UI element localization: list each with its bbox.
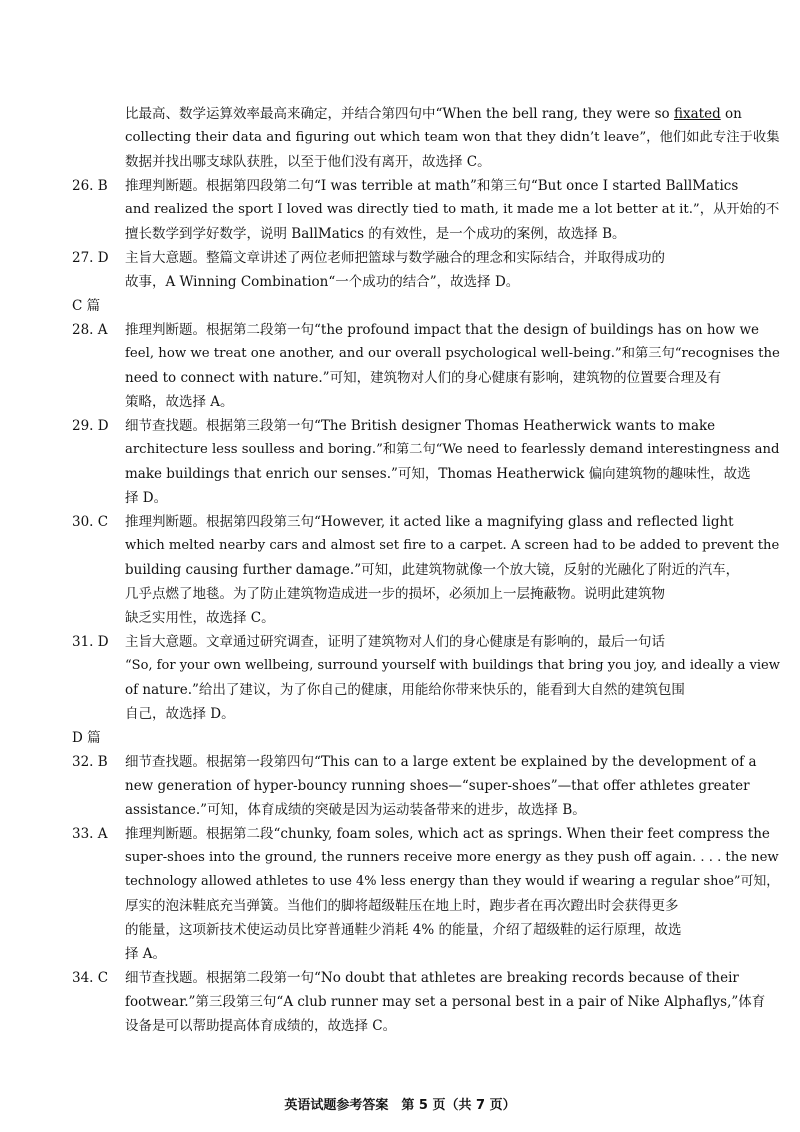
question-number: 28. A (72, 322, 108, 338)
explanation-line: 主旨大意题。整篇文章讲述了两位老师把篮球与数学融合的理念和实际结合，并取得成功的 (125, 250, 665, 266)
explanation-line: of nature.”给出了建议，为了你自己的健康，用能给你带来快乐的，能看到大自然的建筑包围 (125, 682, 685, 698)
explanation (125, 822, 780, 966)
question-number: 34. C (72, 970, 109, 986)
explanation-line: 主旨大意题。文章通过研究调查，证明了建筑物对人们的身心健康是有影响的，最后一句话 (125, 634, 665, 650)
page-footer: 英语试题参考答案 第 5 页（共 7 页） (284, 1098, 516, 1113)
items-d-list (72, 750, 780, 1038)
continuation-line: 数据并找出哪支球队获胜，以至于他们没有离开，故选择 C。 (125, 154, 491, 170)
explanation-line: technology allowed athletes to use 4% less energy than they would if wearing a regular shoe”可知， (125, 874, 780, 889)
explanation-line: 细节查找题。根据第二段第一句“No doubt that athletes are breaking records because of their (125, 970, 739, 986)
explanation-line: architecture less soulless and boring.”和第二句“We need to fearlessly demand interestingness and (125, 442, 780, 457)
continuation-block (125, 102, 780, 174)
explanation-line: 择 D。 (125, 490, 168, 506)
explanation-line: footwear.”第三段第三句“A club runner may set a personal best in a pair of Nike Alphaflys,”体育 (125, 994, 766, 1010)
continuation-line: collecting their data and figuring out which team won that they didn’t leave”，他们如此专注于收集 (125, 130, 780, 145)
explanation (125, 246, 780, 294)
explanation-line: 择 A。 (125, 946, 167, 962)
explanation-line: super-shoes into the ground, the runners receive more energy as they push off again. . . . the new (125, 850, 779, 865)
question-number: 27. D (72, 250, 109, 266)
explanation-line: 擅长数学到学好数学，说明 BallMatics 的有效性，是一个成功的案例，故选择 B。 (125, 226, 626, 242)
answer-item (72, 630, 780, 726)
explanation-line: 故事，A Winning Combination“一个成功的结合”，故选择 D。 (125, 274, 520, 290)
explanation-line: building causing further damage.”可知，此建筑物就像一个放大镜，反射的光融化了附近的汽车， (125, 562, 740, 578)
explanation-line: 自己，故选择 D。 (125, 706, 235, 722)
answer-item (72, 318, 780, 414)
question-number: 33. A (72, 826, 108, 842)
question-number: 29. D (72, 418, 109, 434)
answer-item (72, 414, 780, 510)
explanation-line: 策略，故选择 A。 (125, 394, 234, 410)
explanation-line: 设备是可以帮助提高体育成绩的，故选择 C。 (125, 1018, 397, 1034)
explanation-line: 细节查找题。根据第三段第一句“The British designer Thomas Heatherwick wants to make (125, 418, 716, 434)
explanation (125, 630, 780, 726)
explanation-line: need to connect with nature.”可知，建筑物对人们的身心健康有影响，建筑物的位置要合理及有 (125, 370, 722, 386)
continuation-line: 比最高、数学运算效率最高来确定，并结合第四句中“When the bell rang, they were so fixated on (125, 106, 742, 122)
question-number: 31. D (72, 634, 109, 650)
explanation-line: 细节查找题。根据第一段第四句“This can to a large extent be explained by the development of a (125, 754, 757, 770)
answer-item (72, 750, 780, 822)
answer-item (72, 966, 780, 1038)
underlined-word: fixated (673, 106, 721, 122)
explanation-line: “So, for your own wellbeing, surround yourself with buildings that bring you joy, and ideally a view (125, 658, 780, 673)
answer-item (72, 174, 780, 246)
explanation-line: 推理判断题。根据第四段第二句“I was terrible at math”和第三句“But once I started BallMatics (125, 178, 739, 194)
items-c-list (72, 318, 780, 726)
question-number: 26. B (72, 178, 108, 194)
explanation-line: 几乎点燃了地毯。为了防止建筑物造成进一步的损坏，必须加上一层掩蔽物。说明此建筑物 (125, 586, 665, 602)
explanation-line: assistance.”可知，体育成绩的突破是因为运动装备带来的进步，故选择 B。 (125, 802, 586, 818)
explanation (125, 318, 780, 414)
answer-item (72, 510, 780, 630)
section-heading-d: D 篇 (72, 730, 101, 746)
explanation-line: new generation of hyper-bouncy running shoes—“super-shoes”—that offer athletes greater (125, 778, 750, 794)
explanation (125, 174, 780, 246)
explanation-line: feel, how we treat one another, and our overall psychological well-being.”和第三句“recognises the (125, 346, 780, 361)
items-before-list (72, 174, 780, 294)
explanation (125, 966, 780, 1038)
answer-item (72, 246, 780, 294)
explanation-line: make buildings that enrich our senses.”可知，Thomas Heatherwick 偏向建筑物的趣味性，故选 (125, 466, 751, 482)
explanation-line: 厚实的泡沫鞋底充当弹簧。当他们的脚将超级鞋压在地上时，跑步者在再次蹬出时会获得更多 (125, 898, 679, 914)
answer-explanations (72, 102, 780, 1038)
question-number: 32. B (72, 754, 108, 770)
explanation-line: 推理判断题。根据第二段第一句“the profound impact that the design of buildings has on how we (125, 322, 760, 338)
answer-item (72, 822, 780, 966)
explanation (125, 750, 780, 822)
explanation-line: 缺乏实用性，故选择 C。 (125, 610, 275, 626)
section-heading-c: C 篇 (72, 298, 101, 314)
explanation-line: which melted nearby cars and almost set fire to a carpet. A screen had to be added to prevent the (125, 538, 780, 553)
explanation-line: 推理判断题。根据第二段“chunky, foam soles, which act as springs. When their feet compress the (125, 826, 770, 842)
question-number: 30. C (72, 514, 109, 530)
explanation-line: 推理判断题。根据第四段第三句“However, it acted like a magnifying glass and reflected light (125, 514, 734, 530)
explanation (125, 414, 780, 510)
explanation-line: and realized the sport I loved was directly tied to math, it made me a lot better at it.”，从开始的不 (125, 202, 780, 217)
explanation-line: 的能量，这项新技术使运动员比穿普通鞋少消耗 4% 的能量，介绍了超级鞋的运行原理，故选 (125, 922, 682, 938)
explanation (125, 510, 780, 630)
